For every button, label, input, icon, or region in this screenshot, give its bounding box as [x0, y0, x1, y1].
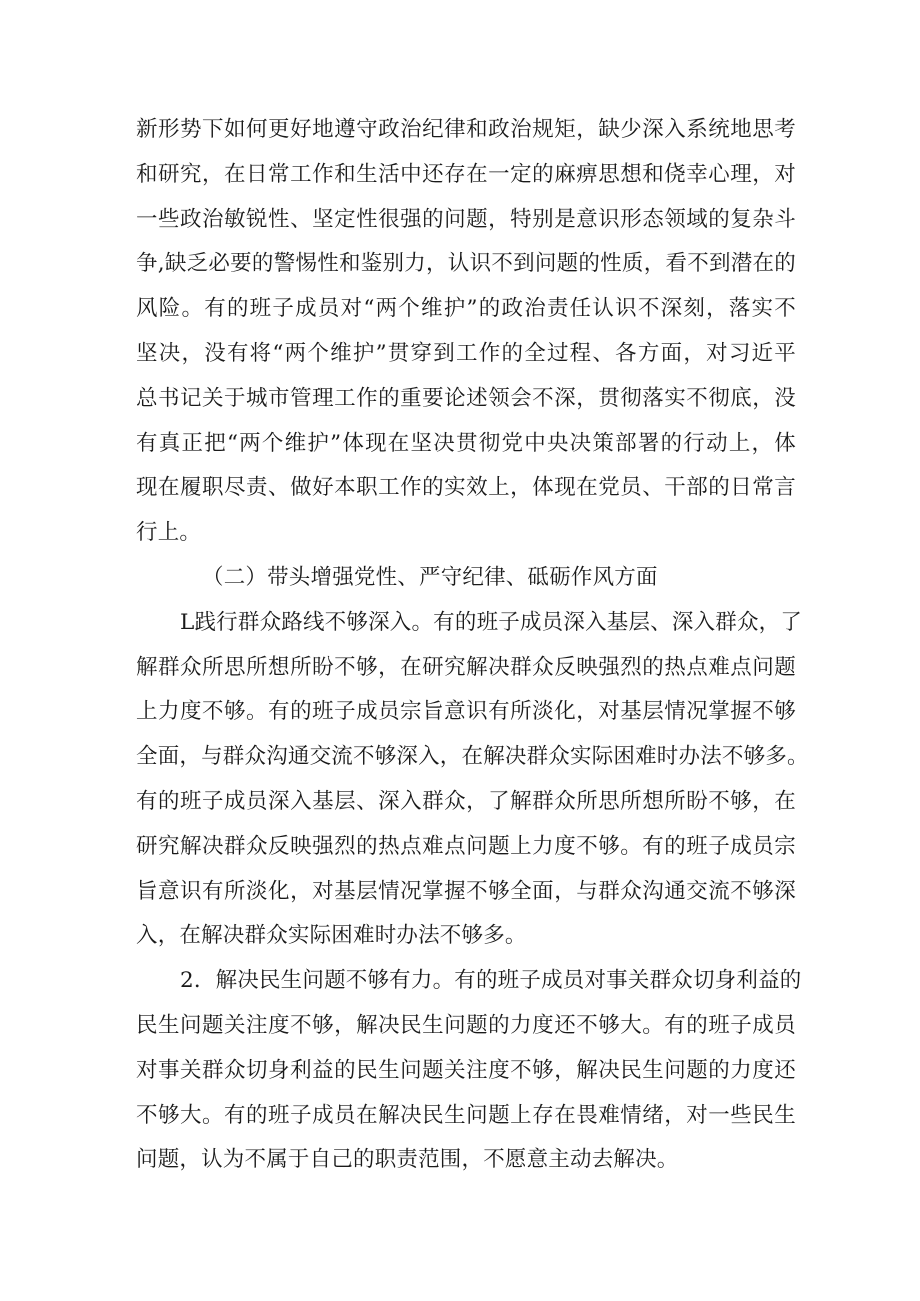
- text-line: 对事关群众切身利益的民生问题关注度不够，解决民生问题的力度还: [136, 1057, 796, 1083]
- section-heading: [136, 556, 796, 601]
- text-line: 上力度不够。有的班子成员宗旨意识有所淡化，对基层情况掌握不够: [136, 699, 796, 725]
- paragraph-item-1: [136, 601, 809, 959]
- text-line: 不够大。有的班子成员在解决民生问题上存在畏难情绪，对一些民生: [136, 1102, 796, 1128]
- text-line: 民生问题关注度不够，解决民生问题的力度还不够大。有的班子成员: [136, 1012, 796, 1038]
- text-line: 行上。: [136, 520, 202, 546]
- text-line: 坚决，没有将“两个维护”贯穿到工作的全过程、各方面，对习近平: [136, 340, 796, 366]
- text-line: 旨意识有所淡化，对基层情况掌握不够全面，与群众沟通交流不够深: [136, 878, 796, 904]
- text-line: 入，在解决群众实际困难时办法不够多。: [136, 923, 527, 949]
- text-line: 全面，与群众沟通交流不够深入，在解决群众实际困难时办法不够多。: [136, 744, 809, 770]
- text-line: 问题，认为不属于自己的职责范围，不愿意主动去解决。: [136, 1147, 679, 1173]
- text-line: 现在履职尽责、做好本职工作的实效上，体现在党员、干部的日常言: [136, 475, 796, 501]
- text-line: 新形势下如何更好地遵守政治纪律和政治规矩，缺少深入系统地思考: [136, 117, 796, 142]
- paragraph-continuation: [136, 108, 796, 556]
- text-line: 解群众所思所想所盼不够，在研究解决群众反映强烈的热点难点问题: [136, 654, 796, 680]
- text-line: 风险。有的班子成员对“两个维护”的政治责任认识不深刻，落实不: [136, 296, 796, 322]
- text-line: 一些政治敏锐性、坚定性很强的问题，特别是意识形态领域的复杂斗: [136, 206, 796, 232]
- heading-line: （二）带头增强党性、严守纪律、砥砺作风方面: [202, 564, 658, 590]
- text-line: 有的班子成员深入基层、深入群众，了解群众所思所想所盼不够，在: [136, 788, 796, 814]
- text-line: L践行群众路线不够深入。有的班子成员深入基层、深入群众，了: [180, 609, 803, 635]
- text-line: 有真正把“两个维护”体现在坚决贯彻党中央决策部署的行动上，体: [136, 430, 796, 456]
- paragraph-item-2: [136, 959, 802, 1183]
- text-line: 研究解决群众反映强烈的热点难点问题上力度不够。有的班子成员宗: [136, 833, 796, 859]
- text-line: 争,缺乏必要的警惕性和鉴别力，认识不到问题的性质，看不到潜在的: [136, 251, 796, 277]
- text-line: 总书记关于城市管理工作的重要论述领会不深，贯彻落实不彻底，没: [136, 385, 796, 411]
- document-page: [136, 108, 809, 1183]
- text-line: 和研究，在日常工作和生活中还存在一定的麻痹思想和侥幸心理，对: [136, 161, 796, 187]
- text-line: 2．解决民生问题不够有力。有的班子成员对事关群众切身利益的: [180, 968, 802, 994]
